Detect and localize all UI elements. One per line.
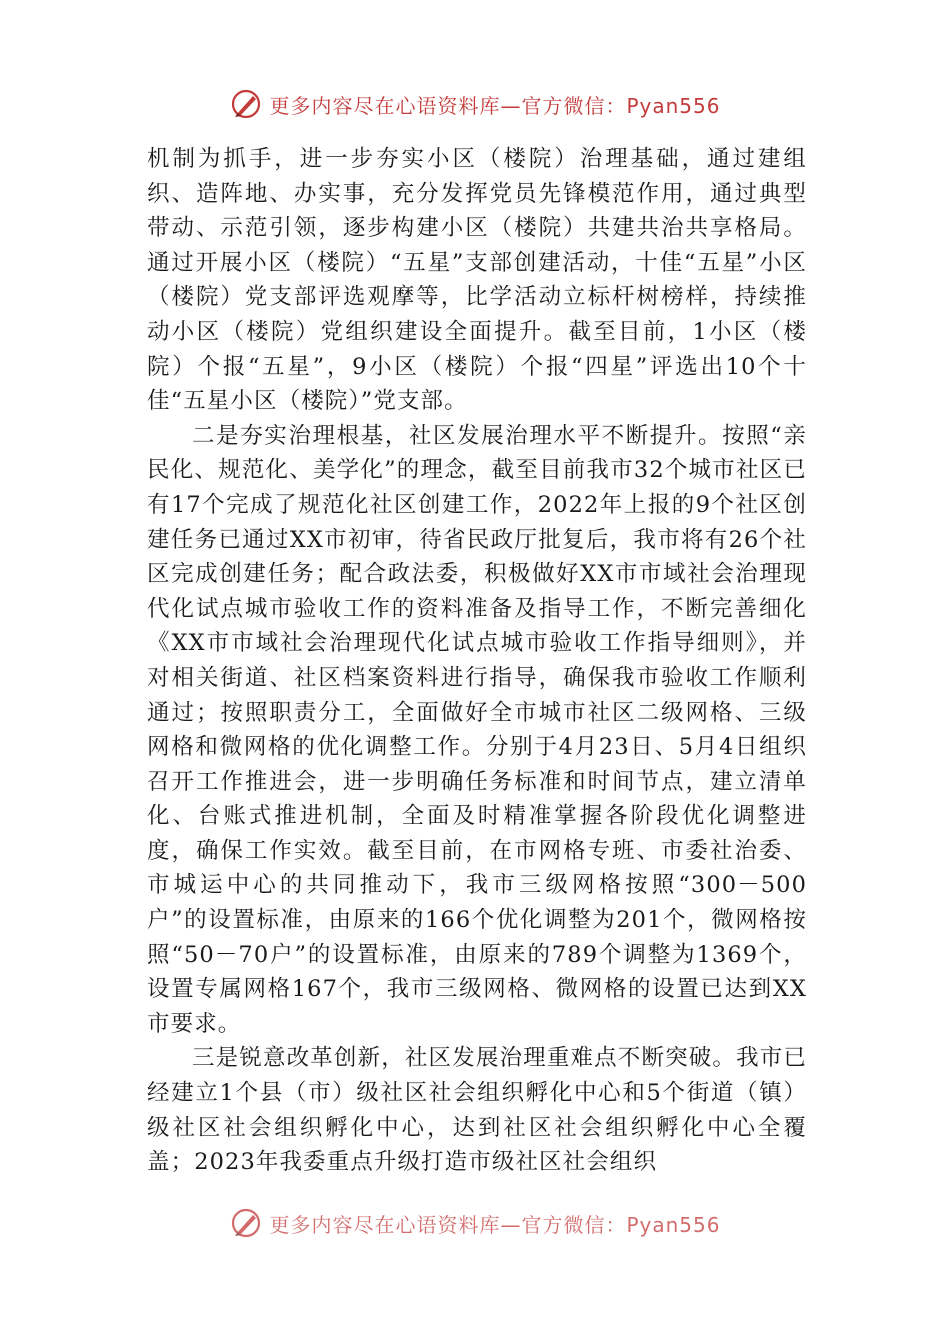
paragraph-1: 机制为抓手，进一步夯实小区（楼院）治理基础，通过建组织、造阵地、办实事，充分发挥党员先锋模范作用，通过典型带动、示范引领，逐步构建小区（楼院）共建共治共享格局。通过开展小区（楼院）“五星”支部创建活动，十佳“五星”小区（楼院）党支部评选观摩等，比学活动立标杆树榜样，持续推动小区（楼院）党组织建设全面提升。截至目前，1小区（楼院）个报“五星”，9小区（楼院）个报“四星”评选出10个十佳“五星小区（楼院）”党支部。 (147, 146, 807, 415)
watermark-header (0, 84, 950, 124)
document-body (147, 142, 807, 1180)
watermark-text: 更多内容尽在心语资料库—官方微信：Pyan556 (269, 93, 721, 118)
paragraph-2: 二是夯实治理根基，社区发展治理水平不断提升。按照“亲民化、规范化、美学化”的理念，截至目前我市32个城市社区已有17个完成了规范化社区创建工作，2022年上报的9个社区创建任务已通过XX市初审，待省民政厅批复后，我市将有26个社区完成创建任务；配合政法委，积极做好XX市市域社会治理现代化试点城市验收工作的资料准备及指导工作，不断完善细化《XX市市域社会治理现代化试点城市验收工作指导细则》，并对相关街道、社区档案资料进行指导，确保我市验收工作顺利通过；按照职责分工，全面做好全市城市社区二级网格、三级网格和微网格的优化调整工作。分别于4月23日、5月4日组织召开工作推进会，进一步明确任务标准和时间节点，建立清单化、台账式推进机制，全面及时精准掌握各阶段优化调整进度，确保工作实效。截至目前，在市网格专班、市委社治委、市城运中心的共同推动下，我市三级网格按照“300－500户”的设置标准，由原来的166个优化调整为201个，微网格按照“50－70户”的设置标准，由原来的789个调整为1369个，设置专属网格167个，我市三级网格、微网格的设置已达到XX市要求。 (147, 422, 807, 1037)
watermark-text: 更多内容尽在心语资料库—官方微信：Pyan556 (269, 1212, 721, 1237)
paragraph-3: 三是锐意改革创新，社区发展治理重难点不断突破。我市已经建立1个县（市）级社区社会组织孵化中心和5个街道（镇）级社区社会组织孵化中心，达到社区社会组织孵化中心全覆盖；2023年我委重点升级打造市级社区社会组织 (147, 1045, 807, 1176)
pen-logo-icon (229, 87, 263, 121)
pen-logo-icon (229, 1206, 263, 1240)
watermark-footer (0, 1203, 950, 1243)
